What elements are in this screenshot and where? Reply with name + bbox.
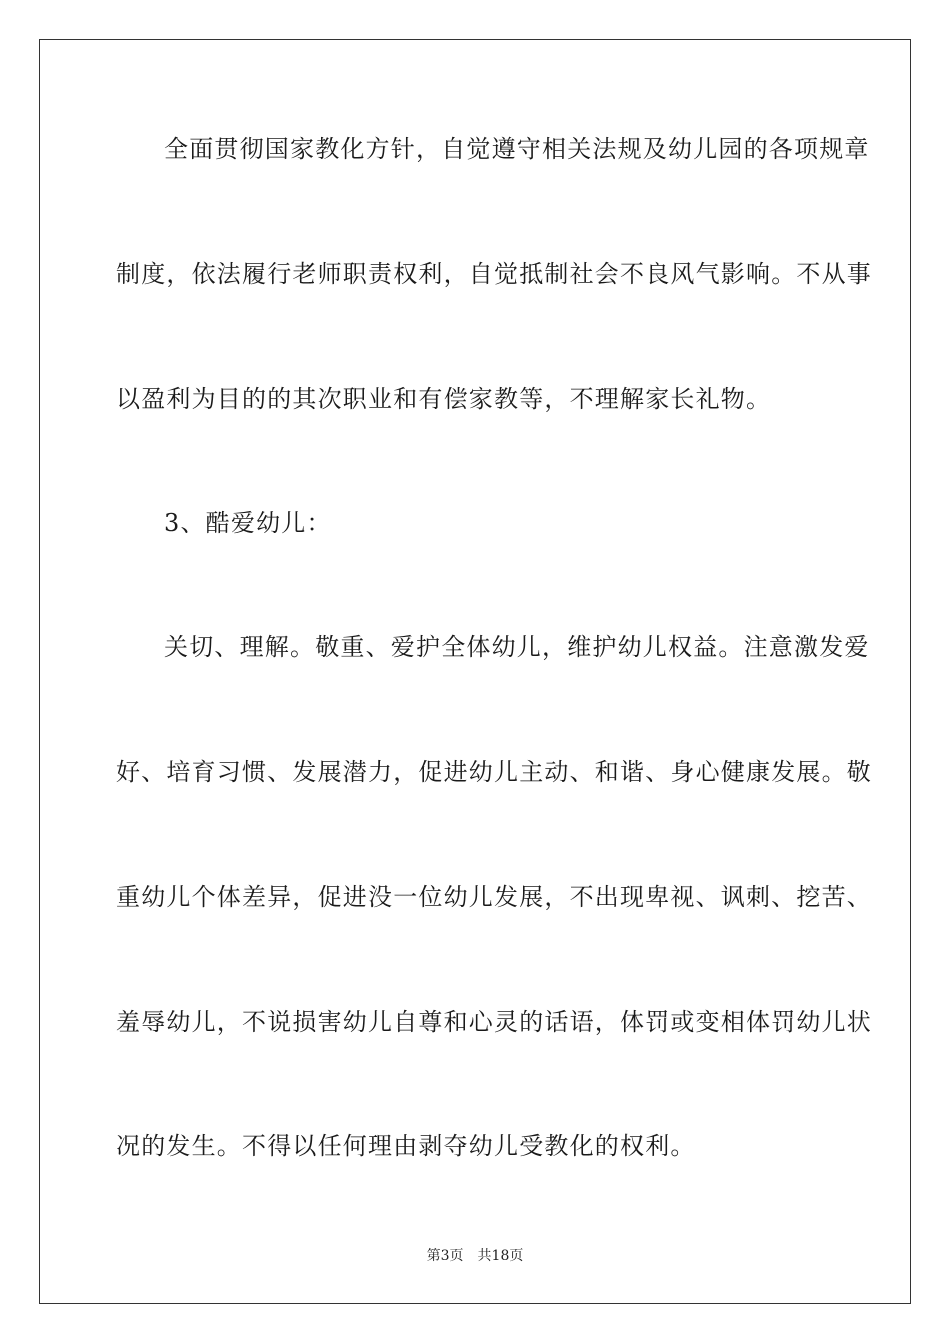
total-pages: 共18页	[477, 1248, 524, 1264]
section-heading-3: 3、酷爱幼儿：	[164, 509, 332, 537]
paragraph-2-line-1: 关切、理解。敬重、爱护全体幼儿，维护幼儿权益。注意激发爱	[164, 633, 870, 661]
page-footer	[0, 1247, 950, 1265]
page-border	[39, 39, 911, 1304]
paragraph-2-line-2: 好、培育习惯、发展潜力，促进幼儿主动、和谐、身心健康发展。敬	[116, 758, 872, 786]
paragraph-1-line-1: 全面贯彻国家教化方针，自觉遵守相关法规及幼儿园的各项规章	[164, 135, 870, 163]
paragraph-2-line-3: 重幼儿个体差异，促进没一位幼儿发展，不出现卑视、讽刺、挖苦、	[116, 883, 872, 911]
paragraph-2-line-5: 况的发生。不得以任何理由剥夺幼儿受教化的权利。	[116, 1132, 696, 1160]
paragraph-1-line-2: 制度，依法履行老师职责权利，自觉抵制社会不良风气影响。不从事	[116, 260, 872, 288]
paragraph-1-line-3: 以盈利为目的的其次职业和有偿家教等，不理解家长礼物。	[116, 385, 772, 413]
page-number: 第3页	[426, 1248, 464, 1264]
paragraph-2-line-4: 羞辱幼儿，不说损害幼儿自尊和心灵的话语，体罚或变相体罚幼儿状	[116, 1008, 872, 1036]
